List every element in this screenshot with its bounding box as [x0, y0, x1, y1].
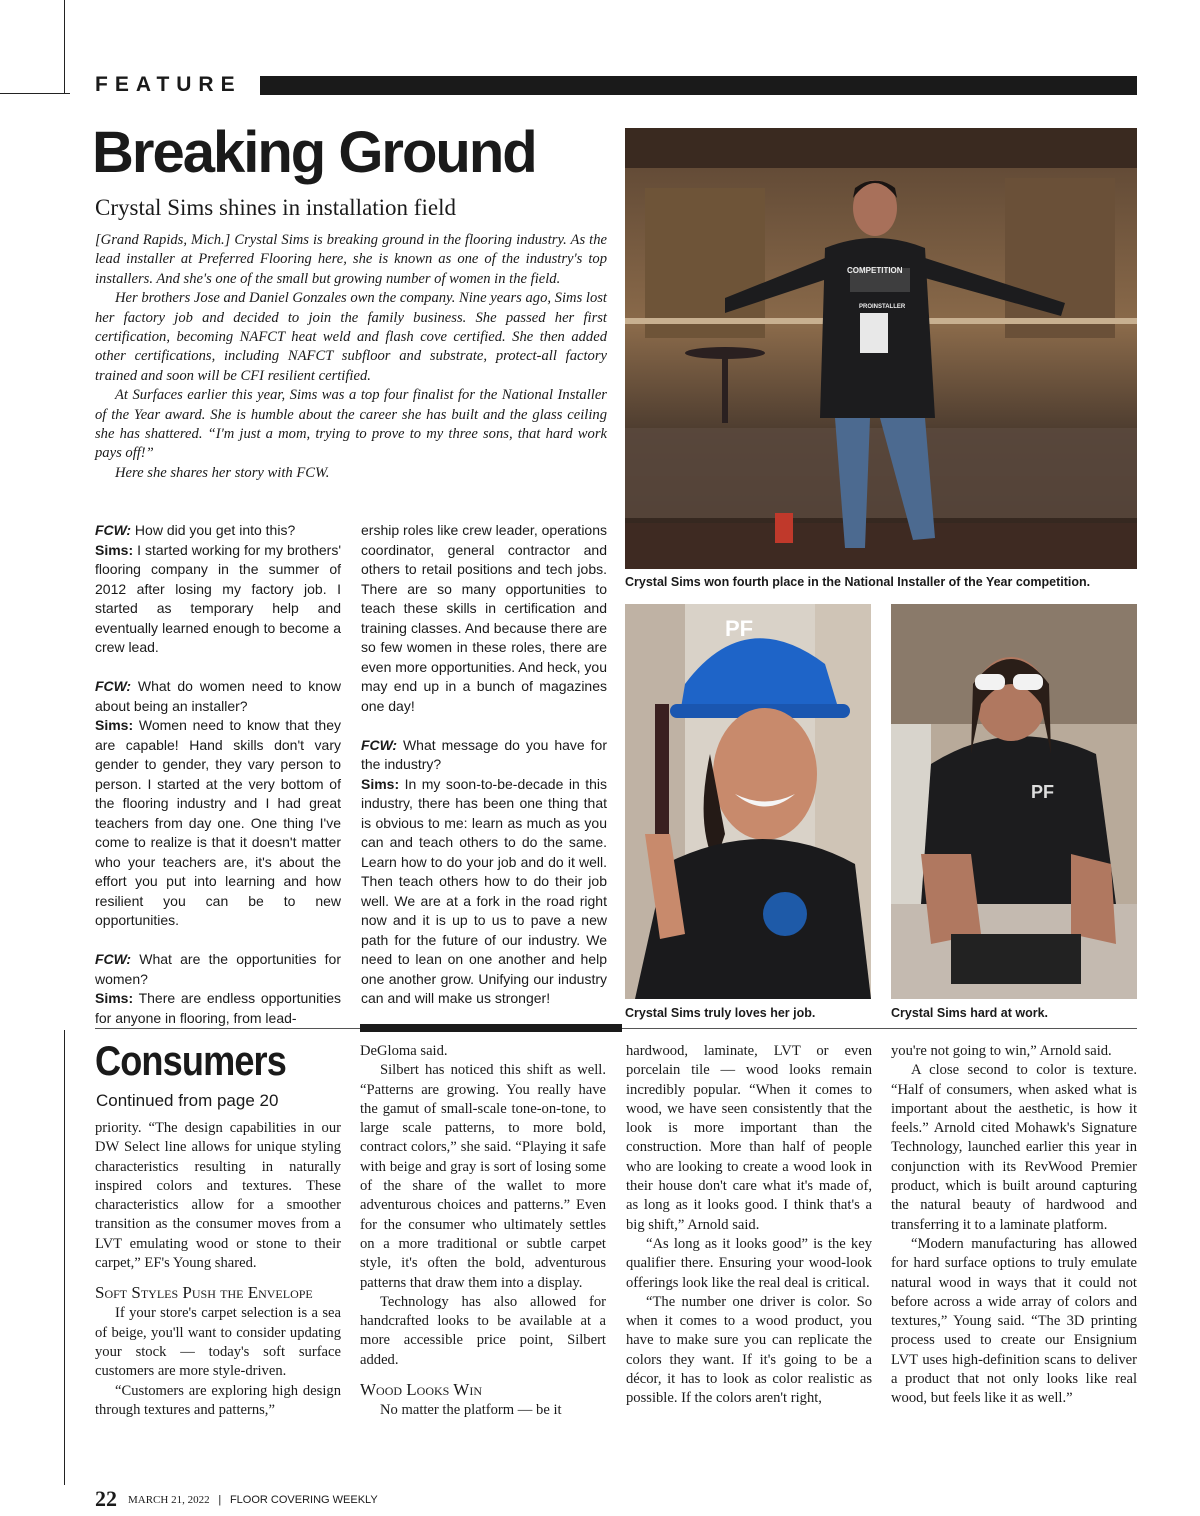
- body-paragraph: If your store's carpet selection is a sea of beige, you'll want to consider updating your stock — today's soft surface customers are more style-driven.: [95, 1305, 341, 1380]
- fcw-label: FCW:: [95, 522, 132, 538]
- section-rule: [260, 76, 1137, 95]
- caption-main: Crystal Sims won fourth place in the National Installer of the Year competition.: [625, 575, 1091, 589]
- answer-text: In my soon-to-be-decade in this industry, there has been one thing that is obvious to me: learn as much as you can and teach others to do the same. Learn how to do your job and do it well. Then teach others how to do their job well. We are at a fork in the road right now and it is up to us to pave a new path for the future of our industry. We need to lean on one another and help one another grow. Unifying our industry can and will make us stronger!: [361, 775, 607, 1006]
- headline: Breaking Ground: [92, 120, 536, 185]
- hat-logo-text: PF: [725, 616, 754, 641]
- subsection-heading: Soft Styles Push the Envelope: [95, 1283, 313, 1303]
- photo-hard-at-work: [891, 604, 1137, 999]
- qa-answer: [361, 775, 607, 1009]
- intro-text: [95, 231, 607, 483]
- photo-hard-hat: [625, 604, 871, 999]
- question-text: What message do you have for the industry?: [361, 736, 607, 772]
- sims-label: Sims:: [95, 990, 134, 1006]
- crop-mark-horizontal: [0, 93, 70, 94]
- folio-date: MARCH 21, 2022: [128, 1494, 210, 1506]
- body-paragraph: A close second to color is texture. “Half of consumers, when asked what is important about the aesthetic, is how it feels.” Arnold cited Mohawk's Signature Technology, launched earlier this year in conjunction with its RevWood Premier product, which is built around capturing the natural beauty of hardwood and transferring it to a laminate platform.: [891, 1062, 1137, 1233]
- body-paragraph: “Modern manufacturing has allowed for hard surface options to truly emulate natural wood in ways that it could not before across a wide array of colors and textures,” Young said. “The 3D printing process used to create our Ensignium LVT uses high-definition scans to deliver a product that not only looks like real wood, but feels like it as well.”: [891, 1235, 1137, 1407]
- body-paragraph: priority. “The design capabilities in our DW Select line allows for unique styling characteristics resulting in naturally inspired colors and textures. These characteristics allow for a smoother transition as the consumer moves from a LVT emulating wood or stone to their carpet,” EF's Young shared.: [95, 1120, 341, 1272]
- consumers-column-4: [891, 1042, 1137, 1409]
- answer-text: There are endless opportunities for anyone in flooring, from lead-: [95, 990, 341, 1026]
- intro-paragraph: [Grand Rapids, Mich.] Crystal Sims is breaking ground in the flooring industry. As the lead installer at Preferred Flooring here, she is known as one of the industry's top installers. And she's one of the small but growing number of women in the field.: [95, 232, 607, 287]
- question-text: What do women need to know about being an installer?: [95, 678, 341, 714]
- qa-question: [95, 677, 341, 716]
- sims-label: Sims:: [95, 717, 134, 733]
- continued-from-label: Continued from page 20: [96, 1091, 279, 1110]
- body-paragraph: “Customers are exploring high design through textures and patterns,”: [95, 1382, 341, 1418]
- consumers-column-3: [626, 1042, 872, 1409]
- fcw-label: FCW:: [95, 951, 132, 967]
- body-paragraph: Silbert has noticed this shift as well. “Patterns are growing. You really have the gamut of small-scale tone-on-tone, to large scale patterns, to more bold, contract colors,” she said. “Playing it safe with beige and gray is sort of losing some of the share of the wallet to more adventurous choices and patterns.” Even for the consumer who ultimately settles on a more traditional or subtle carpet style, it's often the bold, adventurous patterns that draw them into a display.: [360, 1062, 606, 1291]
- qa-answer-continued: ership roles like crew leader, operations coordinator, general contractor and others to retail positions and tech jobs. There are so many opportunities to teach these skills in certification and training classes. And because there are so few women in these roles, there are even more opportunities. And heck, you may end up in a bunch of magazines one day!: [361, 522, 607, 714]
- body-paragraph: No matter the platform — be it: [380, 1402, 562, 1419]
- answer-text: Women need to know that they are capable! Hand skills don't vary gender to gender, they vary person to person. I started at the very bottom of the flooring industry and I had great teachers from day one. One thing I've come to realize is that it doesn't matter who your teachers are, it's about the effort you put into learning and how resilient you can be to new opportunities.: [95, 717, 341, 928]
- shirt-text: COMPETITION: [847, 266, 903, 275]
- badge-text: PROINSTALLER: [859, 304, 906, 310]
- qa-column-2: [361, 521, 607, 1009]
- sims-label: Sims:: [361, 775, 400, 792]
- body-paragraph: “As long as it looks good” is the key qualifier there. Ensuring your wood-look offerings look like the real deal is critical.: [626, 1235, 872, 1291]
- qa-question: [95, 521, 341, 541]
- intro-paragraph: At Surfaces earlier this year, Sims was a top four finalist for the National Installer of the Year award. She is humble about the career she has built and the glass ceiling she has shattered. “I'm just a mom, trying to prove to my three sons, that hard work pays off!”: [95, 387, 607, 462]
- qa-answer: [95, 716, 341, 931]
- body-paragraph: you're not going to win,” Arnold said.: [891, 1043, 1112, 1059]
- crop-mark-vertical-lower: [64, 1030, 65, 1485]
- qa-question: [95, 950, 341, 989]
- crop-mark-vertical: [64, 0, 65, 93]
- consumers-headline: Consumers: [95, 1037, 286, 1084]
- qa-question: [361, 736, 607, 775]
- body-paragraph: DeGloma said.: [360, 1043, 448, 1059]
- photo-main-installer: [625, 128, 1137, 569]
- section-divider-bar: [360, 1024, 622, 1032]
- fcw-label: FCW:: [361, 736, 398, 753]
- caption-right: Crystal Sims hard at work.: [891, 1006, 1049, 1020]
- body-paragraph: hardwood, laminate, LVT or even porcelain tile — wood looks remain incredibly popular. “When it comes to wood, we have seen consistently that the look is more important than the construction. More than half of people who are looking to create a wood look in their house don't care what it's made of, as long as it looks good. I think that's a big shift,” Arnold said.: [626, 1043, 872, 1233]
- page-number: 22: [95, 1486, 117, 1511]
- body-paragraph: “The number one driver is color. So when it comes to a wood product, you have to make sure you can replicate the colors they want. If it's going to be a décor, it has to look as color realistic as possible. If the colors aren't right,: [626, 1293, 872, 1407]
- question-text: How did you get into this?: [131, 522, 296, 538]
- folio-line: [128, 1493, 378, 1507]
- question-text: What are the opportunities for women?: [95, 951, 341, 987]
- subsection-heading: Wood Looks Win: [360, 1380, 482, 1400]
- consumers-column-1: [95, 1119, 341, 1420]
- intro-paragraph: Her brothers Jose and Daniel Gonzales own the company. Nine years ago, Sims lost her factory job and decided to join the family business. She passed her first certification, becoming NAFCT heat weld and flash cove certified. She then added other certifications, including NAFCT subfloor and substrate, protect-all factory trained and soon will be CFI resilient certified.: [95, 290, 607, 384]
- qa-answer: [95, 989, 341, 1028]
- subhead: Crystal Sims shines in installation field: [95, 195, 456, 220]
- qa-column-1: [95, 521, 341, 1028]
- intro-paragraph: Here she shares her story with FCW.: [115, 464, 330, 481]
- section-label: FEATURE: [95, 73, 242, 96]
- folio-separator: |: [218, 1494, 222, 1506]
- consumers-column-2: [360, 1042, 606, 1420]
- shirt-logo-text: PF: [1031, 782, 1055, 802]
- qa-answer: [95, 541, 341, 658]
- caption-left: Crystal Sims truly loves her job.: [625, 1006, 816, 1020]
- folio-publication: FLOOR COVERING WEEKLY: [229, 1494, 378, 1506]
- body-paragraph: Technology has also allowed for handcrafted looks to be available at a more accessible price point, Silbert added.: [360, 1293, 606, 1368]
- sims-label: Sims:: [95, 541, 134, 558]
- fcw-label: FCW:: [95, 678, 132, 694]
- answer-text: I started working for my brothers' flooring company in the summer of 2012 after losing my factory job. I started as temporary help and eventually learned enough to become a crew lead.: [95, 541, 341, 655]
